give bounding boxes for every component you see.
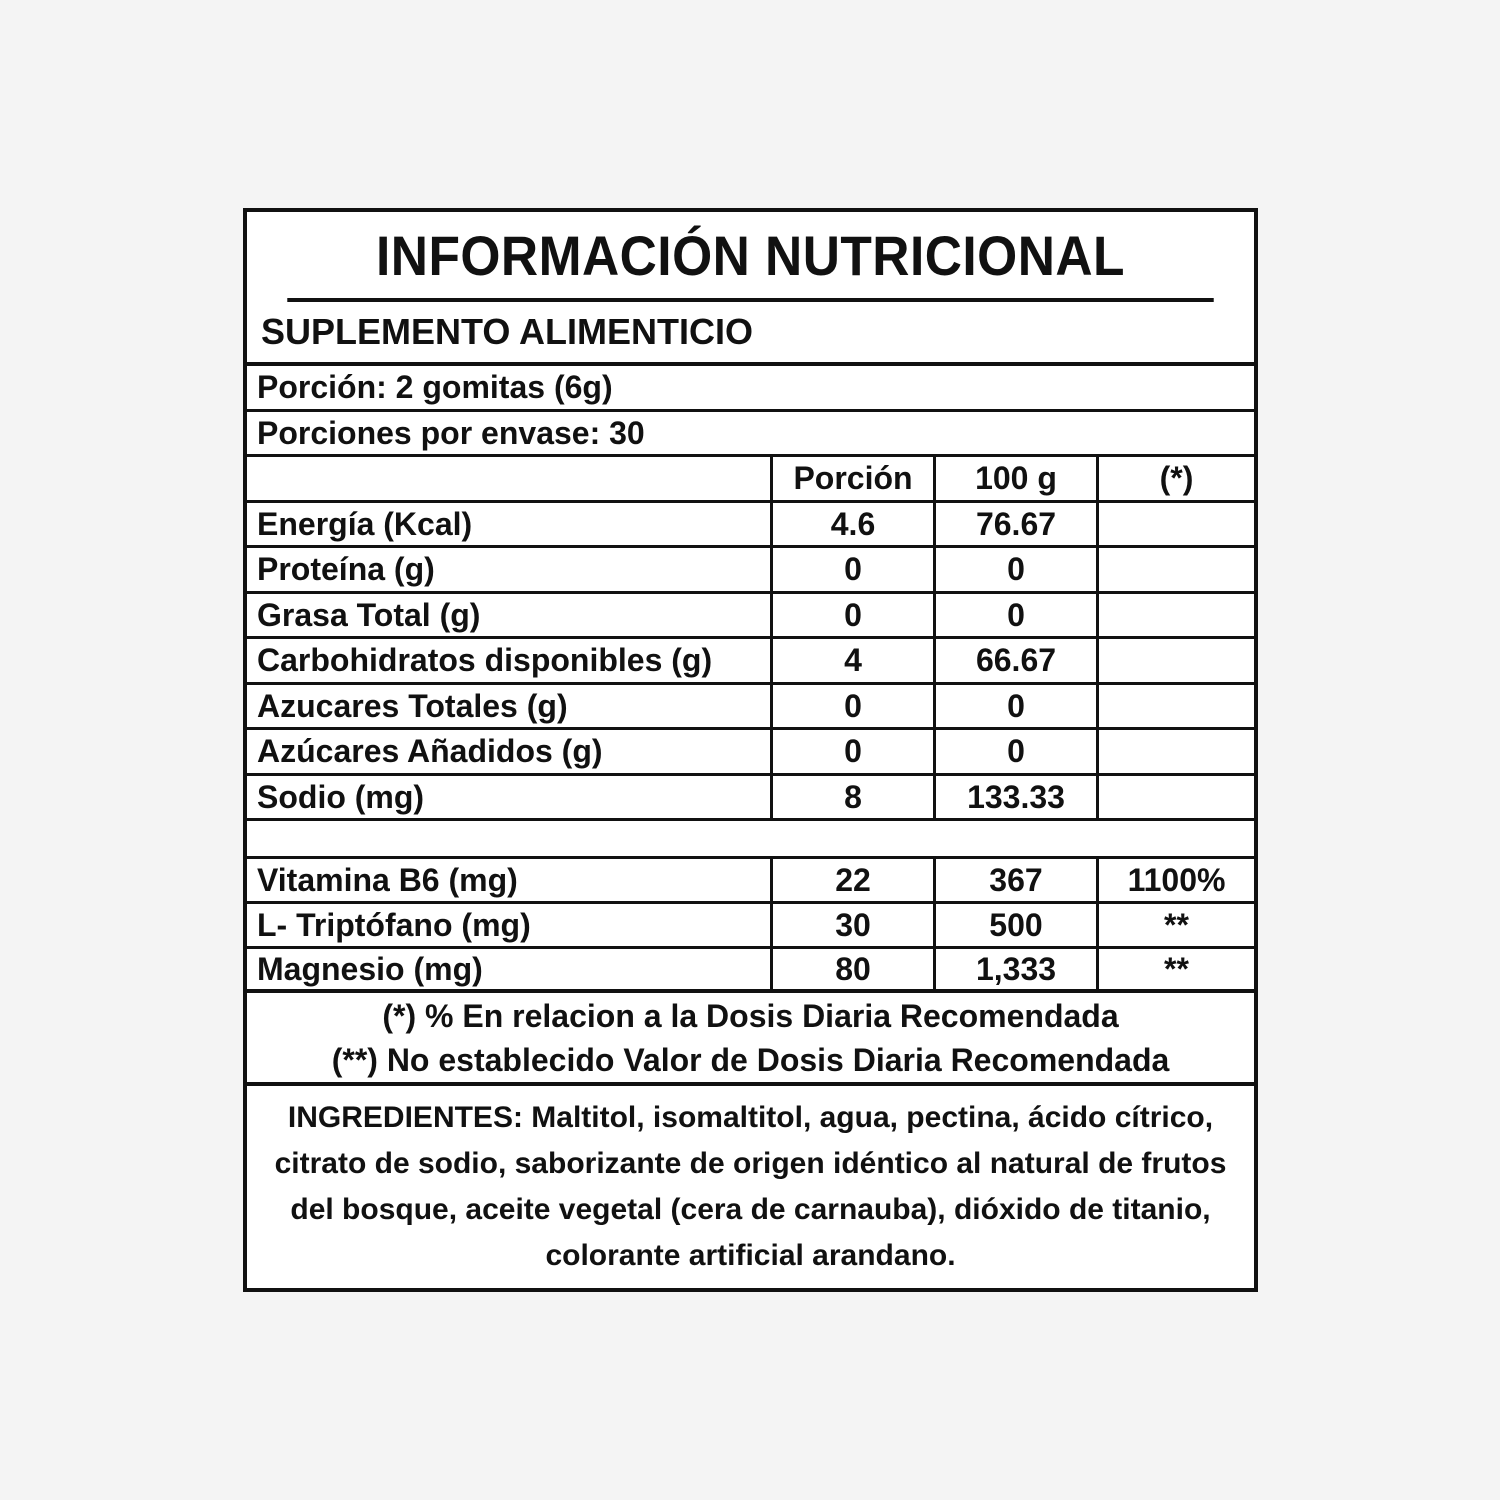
value-percent <box>1096 639 1254 682</box>
nutrient-name: Azucares Totales (g) <box>257 687 568 724</box>
value-100g: 367 <box>933 859 1096 901</box>
table-row <box>247 685 1254 730</box>
table-row <box>247 639 1254 685</box>
header-cell-nutrient <box>247 457 770 500</box>
table-row <box>247 776 1254 821</box>
nutrient-name: Magnesio (mg) <box>257 950 483 987</box>
value-100g: 0 <box>933 594 1096 636</box>
value-percent: ** <box>1096 904 1254 946</box>
value-portion: 4 <box>770 639 933 682</box>
table-spacer-row <box>247 821 1254 859</box>
value-percent: 1100% <box>1096 859 1254 901</box>
value-100g: 500 <box>933 904 1096 946</box>
value-100g: 66.67 <box>933 639 1096 682</box>
header-cell-portion: Porción <box>770 457 933 500</box>
value-portion: 0 <box>770 685 933 727</box>
table-row <box>247 730 1254 776</box>
value-percent <box>1096 685 1254 727</box>
value-portion: 0 <box>770 594 933 636</box>
value-portion: 0 <box>770 548 933 591</box>
value-portion: 8 <box>770 776 933 818</box>
table-row <box>247 548 1254 594</box>
nutrient-name: Energía (Kcal) <box>257 505 473 542</box>
footnote-dds: (*) % En relacion a la Dosis Diaria Recomendada <box>382 997 1119 1034</box>
value-percent <box>1096 594 1254 636</box>
portions-per-container: Porciones por envase: 30 <box>247 412 1254 457</box>
value-percent <box>1096 776 1254 818</box>
header-cell-percent: (*) <box>1096 457 1254 500</box>
value-portion: 30 <box>770 904 933 946</box>
value-100g: 0 <box>933 685 1096 727</box>
table-row <box>247 503 1254 548</box>
nutrient-name: Carbohidratos disponibles (g) <box>257 642 713 678</box>
label-title: INFORMACIÓN NUTRICIONAL <box>287 212 1213 302</box>
value-portion: 80 <box>770 949 933 989</box>
nutrient-name: Vitamina B6 (mg) <box>257 861 518 898</box>
nutrient-name: Proteína (g) <box>257 551 435 587</box>
table-row <box>247 904 1254 949</box>
table-header-row <box>247 457 1254 503</box>
nutrient-name: Grasa Total (g) <box>257 596 481 633</box>
nutrient-name: Azúcares Añadidos (g) <box>257 733 603 769</box>
value-portion: 0 <box>770 730 933 773</box>
value-percent <box>1096 548 1254 591</box>
table-row <box>247 949 1254 992</box>
nutrient-name: L- Triptófano (mg) <box>257 906 531 943</box>
value-percent <box>1096 503 1254 545</box>
header-cell-100g: 100 g <box>933 457 1096 500</box>
value-100g: 0 <box>933 730 1096 773</box>
value-100g: 76.67 <box>933 503 1096 545</box>
value-percent: ** <box>1096 949 1254 989</box>
value-100g: 0 <box>933 548 1096 591</box>
value-portion: 22 <box>770 859 933 901</box>
table-row <box>247 594 1254 639</box>
label-subtitle: SUPLEMENTO ALIMENTICIO <box>247 302 1254 366</box>
portion-size: Porción: 2 gomitas (6g) <box>247 366 1254 412</box>
table-row <box>247 859 1254 904</box>
footnote-not-established: (**) No establecido Valor de Dosis Diaria Recomendada <box>331 1041 1170 1078</box>
value-100g: 133.33 <box>933 776 1096 818</box>
value-percent <box>1096 730 1254 773</box>
value-100g: 1,333 <box>933 949 1096 989</box>
nutrition-label <box>243 208 1258 1292</box>
nutrient-name: Sodio (mg) <box>257 778 425 815</box>
ingredients-text: INGREDIENTES: Maltitol, isomaltitol, agua, pectina, ácido cítrico, citrato de sodio, saborizante de origen idéntico al natural de frutos del bosque, aceite vegetal (cera de carnauba), dióxido de titanio, colorante artificial arandano. <box>274 1101 1227 1272</box>
value-portion: 4.6 <box>770 503 933 545</box>
footnotes <box>247 992 1254 1086</box>
